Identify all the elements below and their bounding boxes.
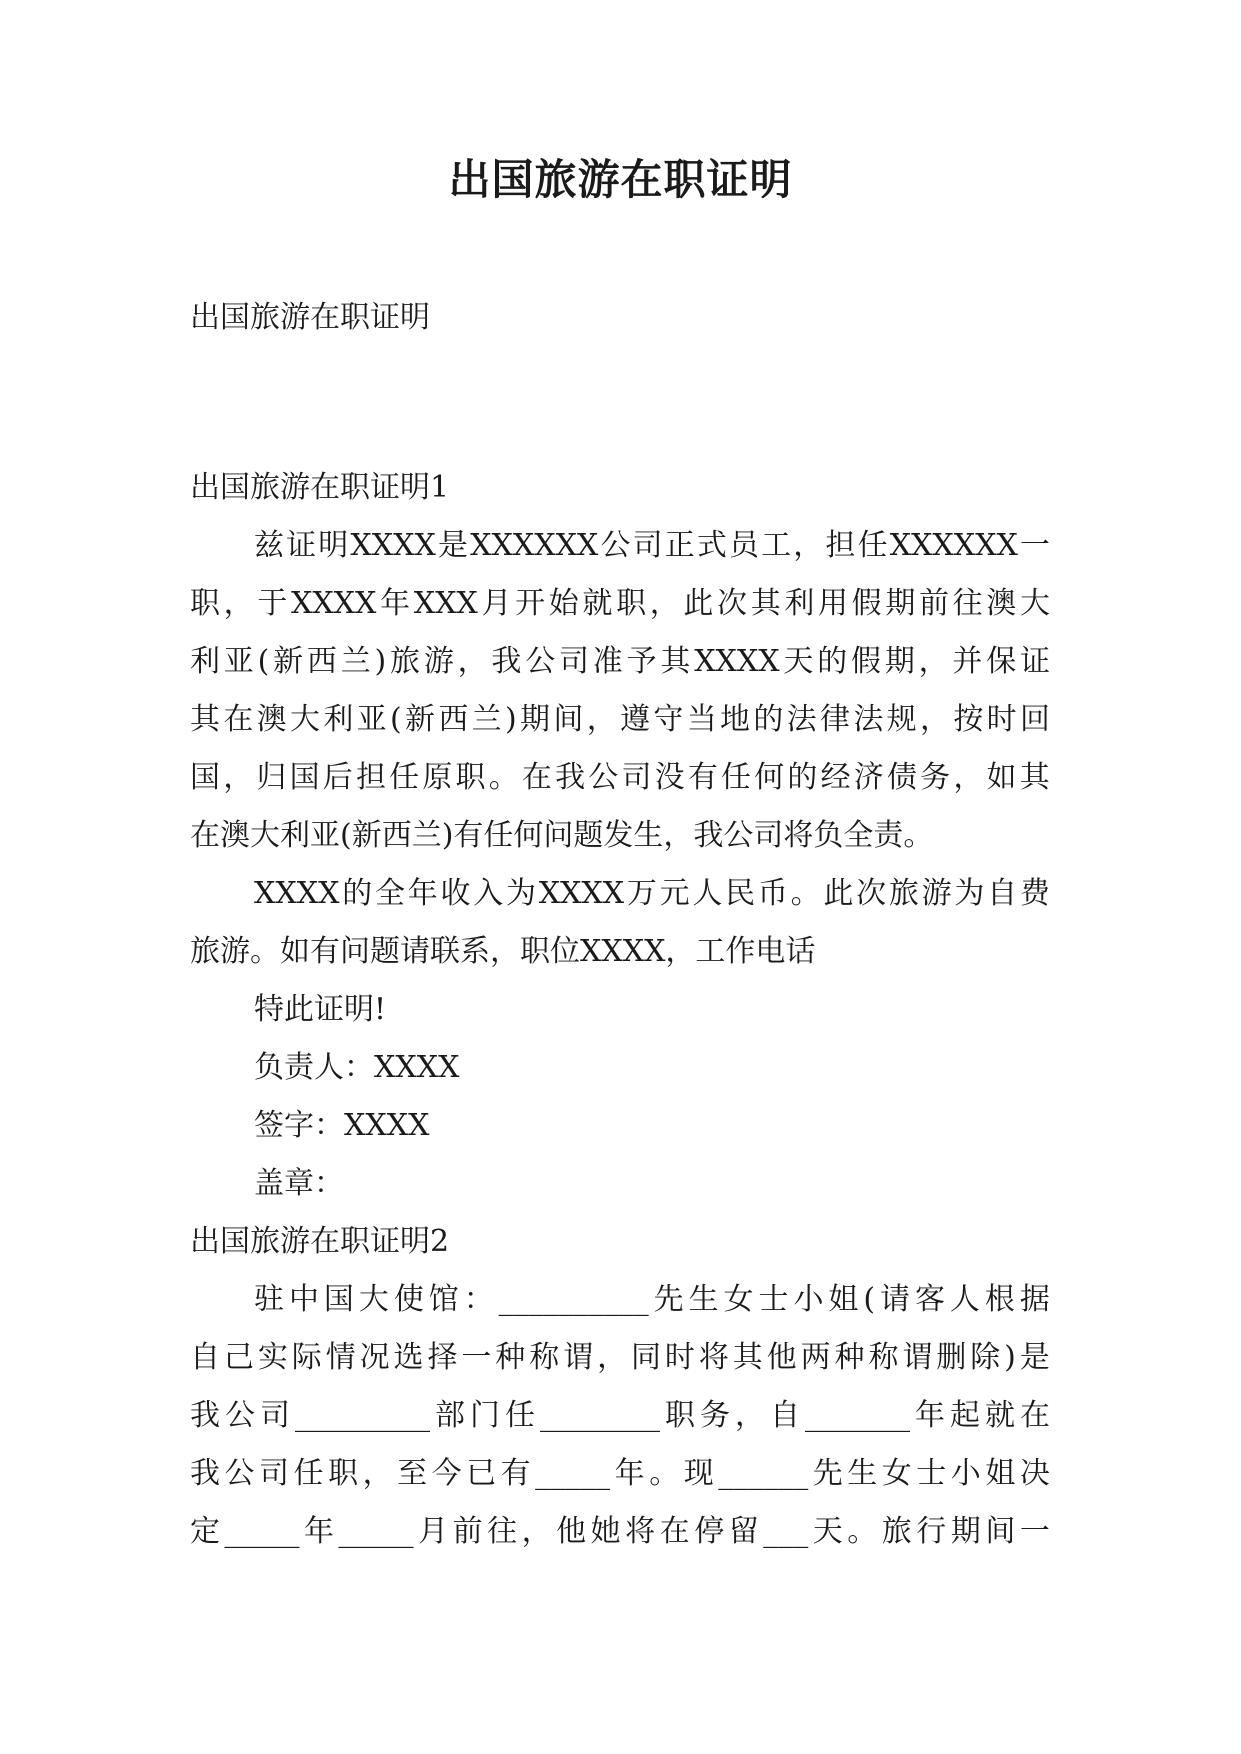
signature-line: 签字：XXXX [254,1108,430,1143]
paragraph-line: 旅游。如有问题请联系，职位XXXX，工作电话 [190,934,816,969]
document-title: 出国旅游在职证明 [448,155,793,204]
document-subtitle: 出国旅游在职证明 [190,300,430,335]
paragraph-line: 国 ， 归 国 后 担 任 原 职 。 在 我 公 司 没 有 任 何 的 经 济 债 务 ， 如 其 [190,760,1050,795]
paragraph-line: 其 在 澳 大 利 亚 ( 新 西 兰 ) 期 间 ， 遵 守 当 地 的 法 律 法 规 ， 按 时 回 [190,702,1050,737]
paragraph-line: 驻 中 国 大 使 馆 ： __________ 先 生 女 士 小 姐 ( 请 客 人 根 据 [254,1282,1050,1317]
paragraph-line: 利 亚 ( 新 西 兰 ) 旅 游 ， 我 公 司 准 予 其 XXXX 天 的 假 期 ， 并 保 证 [190,644,1050,679]
section-1-heading: 出国旅游在职证明1 [190,470,450,505]
section-2-heading: 出国旅游在职证明2 [190,1224,450,1259]
paragraph-line: 定 _____ 年 _____ 月 前 往 ， 他 她 将 在 停 留 ___ 天 。 旅 行 期 间 一 [190,1514,1050,1549]
paragraph-line: 我 公 司 _________ 部 门 任 ________ 职 务 ， 自 _______ 年 起 就 在 [190,1398,1050,1433]
section-1-paragraph-2 [190,865,1050,981]
paragraph-line: XXXX 的 全 年 收 入 为 XXXX 万 元 人 民 币 。 此 次 旅 游 为 自 费 [254,876,1050,911]
paragraph-line: 在澳大利亚(新西兰)有任何问题发生，我公司将负全责。 [190,818,934,853]
paragraph-line: 职 ， 于 XXXX 年 XXX 月 开 始 就 职 ， 此 次 其 利 用 假 期 前 往 澳 大 [190,586,1050,621]
responsible-person: 负责人：XXXX [254,1050,460,1085]
seal-line: 盖章： [254,1166,344,1201]
document-body [190,289,1050,1561]
closing-statement: 特此证明! [254,992,387,1027]
section-2-paragraph [190,1271,1050,1561]
paragraph-line: 我 公 司 任 职 ， 至 今 已 有 _____ 年 。 现 ______ 先 生 女 士 小 姐 决 [190,1456,1050,1491]
paragraph-line: 自 己 实 际 情 况 选 择 一 种 称 谓 ， 同 时 将 其 他 两 种 称 谓 删 除 ) 是 [190,1340,1050,1375]
paragraph-line: 兹 证 明 XXXX 是 XXXXXX 公 司 正 式 员 工 ， 担 任 XXXXXX 一 [254,528,1050,563]
section-1-paragraph-1 [190,517,1050,865]
spacer [190,347,1050,459]
